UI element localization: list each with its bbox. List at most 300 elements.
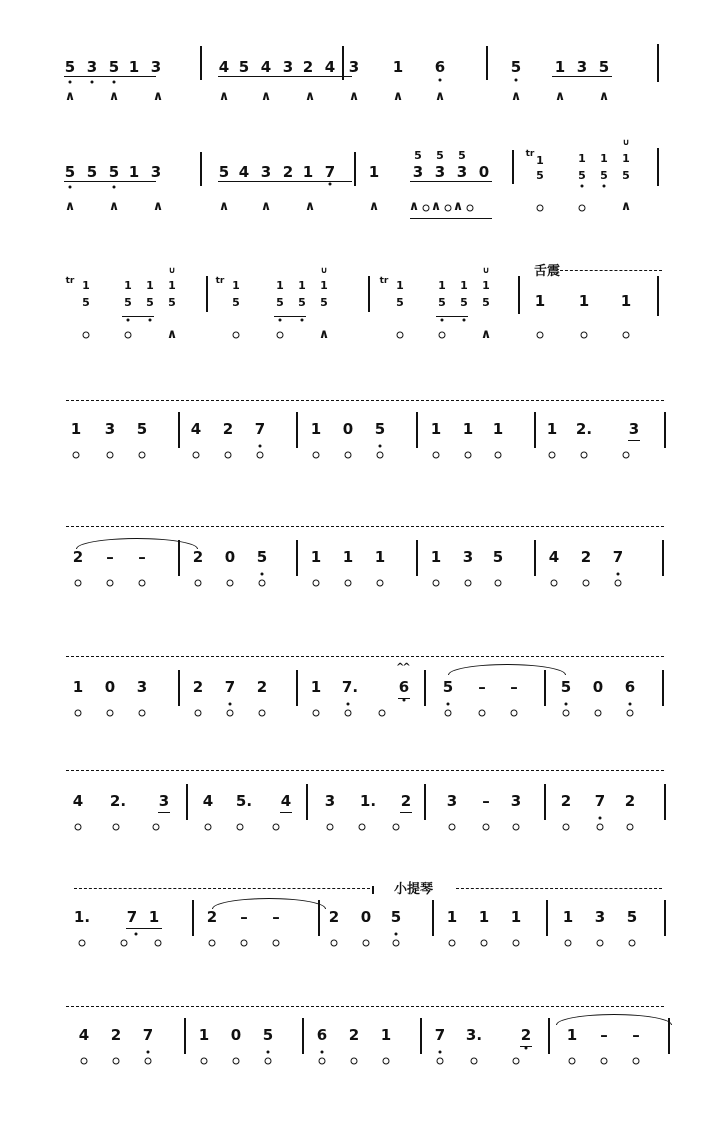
accent-mark: ∧ [108, 89, 120, 104]
note: 5 [460, 296, 468, 309]
open-string-mark [633, 1058, 640, 1065]
open-string-mark [139, 710, 146, 717]
note: 5 [64, 58, 76, 76]
note: 2. [575, 420, 593, 438]
note: 1 [534, 292, 546, 310]
note: 4 [324, 58, 336, 76]
note: 5 [442, 678, 454, 696]
accent-mark: ∧ [260, 199, 272, 214]
note: 1 [562, 908, 574, 926]
octave-dot [565, 703, 568, 706]
open-string-mark [423, 205, 430, 212]
note: 3 [136, 678, 148, 696]
note: 1 [478, 908, 490, 926]
underline-beat [552, 76, 612, 77]
note: 1 [124, 279, 132, 292]
open-string-mark [313, 580, 320, 587]
note: 5 [298, 296, 306, 309]
open-string-mark [579, 205, 586, 212]
barline [662, 670, 664, 706]
open-string-mark [205, 824, 212, 831]
accent-mark: ∧ [218, 89, 230, 104]
note: 1 [342, 548, 354, 566]
open-string-mark [107, 452, 114, 459]
note: 5 [600, 169, 608, 182]
open-string-mark [155, 940, 162, 947]
open-string-mark [225, 452, 232, 459]
underline-beat [410, 181, 492, 182]
octave-dot [301, 319, 304, 322]
barline [306, 784, 308, 820]
note: 1 [578, 292, 590, 310]
accent-mark: ∧ [152, 89, 164, 104]
note: 3 [456, 163, 468, 181]
note: 5 [82, 296, 90, 309]
trill-mark: ^^ [396, 662, 409, 673]
open-string-mark [75, 710, 82, 717]
note: 1 [276, 279, 284, 292]
open-string-mark [445, 205, 452, 212]
octave-dot [259, 445, 262, 448]
open-string-mark [513, 940, 520, 947]
note: 1 [374, 548, 386, 566]
note: – [632, 1026, 640, 1044]
note: 5 [578, 169, 586, 182]
bow-up-mark: ∪ [320, 266, 328, 276]
open-string-mark [227, 580, 234, 587]
note: 3 [510, 792, 522, 810]
slur-arc [448, 664, 566, 675]
open-string-mark [209, 940, 216, 947]
open-string-mark [265, 1058, 272, 1065]
open-string-mark [597, 940, 604, 947]
octave-dot [69, 81, 72, 84]
open-string-mark [237, 824, 244, 831]
open-string-mark [563, 824, 570, 831]
open-string-mark [241, 940, 248, 947]
note: 1 [546, 420, 558, 438]
note: 1 [446, 908, 458, 926]
barline [664, 784, 666, 820]
octave-dot [147, 1051, 150, 1054]
dashed-tremolo-line [456, 888, 662, 889]
open-string-mark [511, 710, 518, 717]
note: 4 [280, 792, 292, 810]
octave-dot [347, 703, 350, 706]
dashed-tremolo-line [66, 400, 664, 401]
barline [657, 44, 659, 82]
note: 1 [368, 163, 380, 181]
open-string-mark [581, 332, 588, 339]
open-string-mark [313, 710, 320, 717]
open-string-mark [359, 824, 366, 831]
dashed-tremolo-line [66, 1006, 664, 1007]
note: 1 [310, 678, 322, 696]
note: 2 [192, 678, 204, 696]
octave-dot [321, 1051, 324, 1054]
note: 2 [624, 792, 636, 810]
note: 0 [230, 1026, 242, 1044]
note: 1 [492, 420, 504, 438]
note: 2 [400, 792, 412, 810]
open-string-mark [113, 1058, 120, 1065]
open-string-mark [449, 940, 456, 947]
violin-label: 小提琴 [394, 882, 434, 897]
note: 0 [342, 420, 354, 438]
accent-mark: ∧ [620, 199, 632, 214]
open-string-mark [377, 452, 384, 459]
note: 5 [626, 908, 638, 926]
note: 1 [482, 279, 490, 292]
octave-dot [113, 81, 116, 84]
slur-arc [556, 1014, 672, 1025]
tr-mark: tr [215, 276, 225, 286]
note: 3 [446, 792, 458, 810]
barline [546, 900, 548, 936]
open-string-mark [313, 452, 320, 459]
open-string-mark [483, 824, 490, 831]
note: 2 [560, 792, 572, 810]
open-string-mark [113, 824, 120, 831]
open-string-mark [569, 1058, 576, 1065]
dashed-tremolo-line [66, 656, 664, 657]
open-string-mark [277, 332, 284, 339]
barline [184, 1018, 186, 1054]
barline [206, 276, 208, 312]
note: 1 [536, 154, 544, 167]
note: 6 [316, 1026, 328, 1044]
note: 1 [168, 279, 176, 292]
note: 7 [224, 678, 236, 696]
barline [192, 900, 194, 936]
note: 5 [438, 296, 446, 309]
barline [486, 46, 488, 80]
underline-beat [218, 76, 266, 77]
note: – [478, 678, 486, 696]
note: 5 [262, 1026, 274, 1044]
underline-beat [122, 316, 154, 317]
note: 5 [374, 420, 386, 438]
barline [657, 276, 659, 316]
open-string-mark [551, 580, 558, 587]
note: 1 [310, 548, 322, 566]
note: 1 [302, 163, 314, 181]
note: 5 [168, 296, 176, 309]
underline-beat [400, 812, 412, 813]
open-string-mark [433, 452, 440, 459]
note: 5 [492, 548, 504, 566]
barline [342, 46, 344, 80]
accent-mark: ∧ [318, 327, 330, 342]
note: 3. [465, 1026, 483, 1044]
bracket-tick [372, 886, 374, 894]
octave-dot [463, 319, 466, 322]
open-string-mark [465, 580, 472, 587]
barline [296, 540, 298, 576]
note: 1. [359, 792, 377, 810]
note: 6 [434, 58, 446, 76]
octave-dot [439, 79, 442, 82]
accent-mark: ∧ [64, 199, 76, 214]
note: 5 [320, 296, 328, 309]
dashed-tremolo-line [560, 270, 662, 271]
barline [657, 148, 659, 186]
octave-dot [379, 445, 382, 448]
note: 3 [412, 163, 424, 181]
octave-dot [267, 1051, 270, 1054]
barline [512, 150, 514, 184]
note: 4 [238, 163, 250, 181]
octave-dot [91, 81, 94, 84]
octave-dot [127, 319, 130, 322]
underline-beat [262, 181, 310, 182]
note: 5 [124, 296, 132, 309]
note: 5 [458, 149, 466, 162]
barline [534, 412, 536, 448]
note: 0 [224, 548, 236, 566]
note: 1 [198, 1026, 210, 1044]
note: – [272, 908, 280, 926]
note: 5 [510, 58, 522, 76]
open-string-mark [623, 452, 630, 459]
bow-up-mark: ∪ [482, 266, 490, 276]
note: 2 [206, 908, 218, 926]
tr-mark: tr [379, 276, 389, 286]
accent-mark: ∧ [304, 199, 316, 214]
underline-beat [280, 812, 292, 813]
octave-dot [261, 573, 264, 576]
accent-mark: ∧ [64, 89, 76, 104]
open-string-mark [565, 940, 572, 947]
note: 3 [324, 792, 336, 810]
octave-dot [69, 186, 72, 189]
note: 5 [436, 149, 444, 162]
open-string-mark [273, 824, 280, 831]
tr-mark: tr [65, 276, 75, 286]
note: – [240, 908, 248, 926]
note: 3 [462, 548, 474, 566]
note: 4 [202, 792, 214, 810]
barline [544, 784, 546, 820]
open-string-mark [345, 452, 352, 459]
open-string-mark [471, 1058, 478, 1065]
open-string-mark [257, 452, 264, 459]
octave-dot [603, 185, 606, 188]
open-string-mark [563, 710, 570, 717]
octave-dot [441, 319, 444, 322]
note: 1 [392, 58, 404, 76]
note: 5 [598, 58, 610, 76]
note: 7 [142, 1026, 154, 1044]
open-string-mark [513, 824, 520, 831]
note: 2 [256, 678, 268, 696]
underline-beat [410, 218, 492, 219]
note: 5 [560, 678, 572, 696]
open-string-mark [481, 940, 488, 947]
note: 3 [260, 163, 272, 181]
open-string-mark [465, 452, 472, 459]
note: 1 [146, 279, 154, 292]
note: 4 [218, 58, 230, 76]
note: 2 [580, 548, 592, 566]
accent-mark: ∧ [430, 199, 442, 214]
note: 1 [72, 678, 84, 696]
open-string-mark [233, 332, 240, 339]
open-string-mark [107, 580, 114, 587]
accent-mark: ∧ [260, 89, 272, 104]
open-string-mark [259, 710, 266, 717]
open-string-mark [393, 940, 400, 947]
octave-dot [395, 933, 398, 936]
note: 2 [222, 420, 234, 438]
octave-dot [229, 703, 232, 706]
octave-dot [279, 319, 282, 322]
octave-dot [135, 933, 138, 936]
barline [416, 540, 418, 576]
open-string-mark [81, 1058, 88, 1065]
accent-mark: ∧ [152, 199, 164, 214]
note: 5 [256, 548, 268, 566]
note: 1 [148, 908, 160, 926]
barline [416, 412, 418, 448]
octave-dot [599, 817, 602, 820]
note: 1 [430, 420, 442, 438]
accent-mark: ∧ [480, 327, 492, 342]
barline [662, 540, 664, 576]
barline [354, 152, 356, 186]
open-string-mark [627, 824, 634, 831]
note: 4 [78, 1026, 90, 1044]
open-string-mark [601, 1058, 608, 1065]
barline [544, 670, 546, 706]
note: 1. [73, 908, 91, 926]
open-string-mark [615, 580, 622, 587]
underline-beat [108, 181, 156, 182]
accent-mark: ∧ [434, 89, 446, 104]
underline-beat [436, 316, 468, 317]
note: 7 [126, 908, 138, 926]
note: 1 [232, 279, 240, 292]
note: 1 [380, 1026, 392, 1044]
note: 2 [328, 908, 340, 926]
open-string-mark [513, 1058, 520, 1065]
note: 2 [192, 548, 204, 566]
open-string-mark [139, 580, 146, 587]
open-string-mark [79, 940, 86, 947]
underline-beat [398, 698, 410, 699]
note: 4 [548, 548, 560, 566]
note: 6 [624, 678, 636, 696]
barline [420, 1018, 422, 1054]
underline-beat [108, 76, 156, 77]
open-string-mark [393, 824, 400, 831]
note: 3 [434, 163, 446, 181]
open-string-mark [377, 580, 384, 587]
accent-mark: ∧ [218, 199, 230, 214]
slur-arc [76, 538, 198, 549]
note: 4 [260, 58, 272, 76]
underline-beat [218, 181, 266, 182]
underline-beat [628, 440, 640, 441]
octave-dot [329, 183, 332, 186]
note: 2 [302, 58, 314, 76]
tr-mark: tr [525, 149, 535, 159]
dashed-tremolo-line [66, 770, 664, 771]
dashed-tremolo-line [66, 526, 664, 527]
note: 5 [108, 58, 120, 76]
open-string-mark [363, 940, 370, 947]
open-string-mark [479, 710, 486, 717]
accent-mark: ∧ [108, 199, 120, 214]
barline [178, 412, 180, 448]
note: 3 [86, 58, 98, 76]
barline [302, 1018, 304, 1054]
note: 4 [190, 420, 202, 438]
accent-mark: ∧ [598, 89, 610, 104]
note: 3 [594, 908, 606, 926]
note: 2 [520, 1026, 532, 1044]
note: 0 [104, 678, 116, 696]
open-string-mark [139, 452, 146, 459]
note: 5 [64, 163, 76, 181]
note: 5 [146, 296, 154, 309]
note: 1 [128, 163, 140, 181]
barline [518, 276, 520, 314]
note: 0 [592, 678, 604, 696]
barline [200, 152, 202, 186]
note: 1 [320, 279, 328, 292]
accent-mark: ∧ [368, 199, 380, 214]
note: 1 [82, 279, 90, 292]
octave-dot [617, 573, 620, 576]
open-string-mark [201, 1058, 208, 1065]
note: 1 [622, 152, 630, 165]
open-string-mark [145, 1058, 152, 1065]
barline [432, 900, 434, 936]
note: 5 [108, 163, 120, 181]
dashed-tremolo-line [74, 888, 370, 889]
note: 3 [576, 58, 588, 76]
note: 1 [298, 279, 306, 292]
open-string-mark [627, 710, 634, 717]
note: 1 [70, 420, 82, 438]
note: 1 [310, 420, 322, 438]
open-string-mark [379, 710, 386, 717]
open-string-mark [495, 452, 502, 459]
octave-dot [581, 185, 584, 188]
note: 3 [158, 792, 170, 810]
note: 5 [136, 420, 148, 438]
open-string-mark [537, 205, 544, 212]
open-string-mark [437, 1058, 444, 1065]
barline [186, 784, 188, 820]
note: 3 [628, 420, 640, 438]
note: 7 [594, 792, 606, 810]
open-string-mark [537, 332, 544, 339]
open-string-mark [595, 710, 602, 717]
note: – [138, 548, 146, 566]
underline-beat [64, 76, 112, 77]
note: 2 [282, 163, 294, 181]
open-string-mark [319, 1058, 326, 1065]
barline [664, 900, 666, 936]
barline [318, 900, 320, 936]
note: 5 [218, 163, 230, 181]
barline [368, 276, 370, 312]
slur-arc [212, 898, 326, 909]
open-string-mark [345, 580, 352, 587]
note: 4 [72, 792, 84, 810]
